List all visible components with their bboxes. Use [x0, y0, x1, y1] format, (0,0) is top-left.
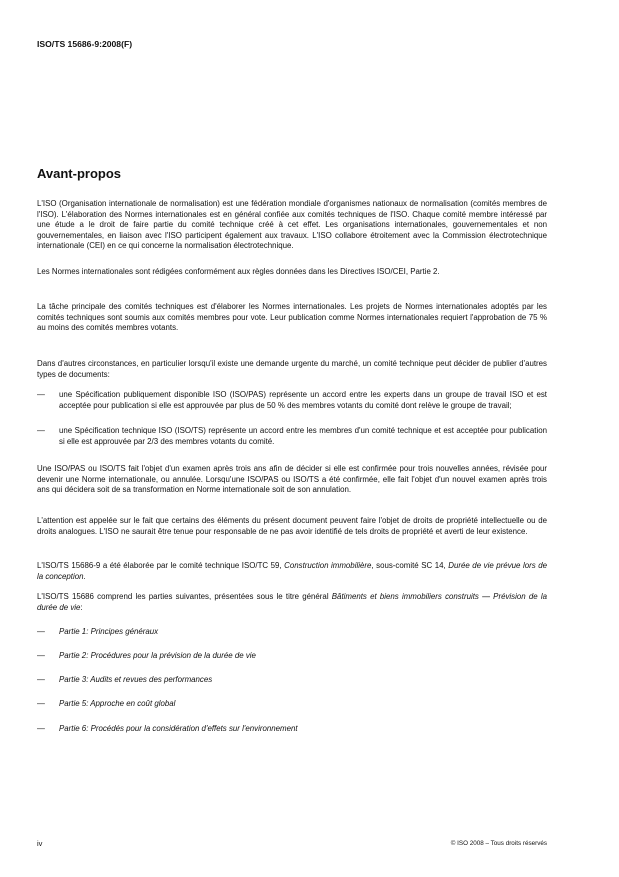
- dash-bullet: —: [37, 699, 45, 708]
- dash-bullet: —: [37, 675, 45, 684]
- part-item: [37, 627, 158, 636]
- text: .: [83, 571, 86, 581]
- text: Durée de vie prévue lors de la conception: [37, 561, 548, 581]
- part-item: [37, 651, 256, 660]
- text: Construction immobilière: [284, 561, 372, 570]
- part-label: Partie 2: Procédures pour la prévision de la durée de vie: [59, 651, 256, 660]
- part-item: [37, 724, 298, 733]
- paragraph: L'ISO (Organisation internationale de normalisation) est une fédération mondiale d'organismes nationaux de normalisation (comités membres de l'ISO). L'élaboration des Normes internationales est en général confiée aux comités techniques de l'ISO. Chaque comité membre intéressé par une étude a le droit de faire partie du comité technique créé à cet effet. Les organisations internationales, gouvernementales et non gouvernementales, en liaison avec l'ISO participent également aux travaux. L'ISO collabore étroitement avec la Commission électrotechnique internationale (CEI) en ce qui concerne la normalisation électrotechnique.: [37, 199, 547, 251]
- dash-bullet: —: [37, 627, 45, 636]
- list-item-text: une Spécification technique ISO (ISO/TS) représente un accord entre les membres d'un comité technique et est acceptée pour publication si elle est approuvée par 2/3 des membres votants du comité.: [59, 426, 547, 446]
- text: Bâtiments et biens immobiliers construits — Prévision de la durée de vie: [37, 592, 547, 612]
- copyright: © ISO 2008 – Tous droits réservés: [450, 840, 547, 847]
- paragraph: Les Normes internationales sont rédigées conformément aux règles données dans les Directives ISO/CEI, Partie 2.: [37, 267, 440, 276]
- text: , sous-comité SC 14,: [371, 561, 449, 570]
- part-label: Partie 3: Audits et revues des performances: [59, 675, 213, 684]
- part-label: Partie 1: Principes généraux: [59, 627, 159, 636]
- text: :: [80, 602, 83, 612]
- section-title: Avant-propos: [37, 166, 122, 181]
- paragraph: L'attention est appelée sur le fait que certains des éléments du présent document peuvent faire l'objet de droits de propriété intellectuelle ou de droits analogues. L'ISO ne saurait être tenue pour responsable de ne pas avoir identifié de tels droits de propriété et averti de leur existence.: [37, 516, 547, 536]
- paragraph: Dans d'autres circonstances, en particulier lorsqu'il existe une demande urgente du marché, un comité technique peut décider de publier d'autres types de documents:: [37, 359, 547, 379]
- list-item-text: une Spécification publiquement disponible ISO (ISO/PAS) représente un accord entre les experts dans un groupe de travail ISO et est acceptée pour publication si elle est approuvée par plus de 50 % des membres votants du comité dont relève le groupe de travail;: [59, 390, 547, 410]
- paragraph-parts: [37, 592, 547, 613]
- text: L'ISO/TS 15686-9 a été élaborée par le comité technique ISO/TC 59,: [37, 561, 285, 570]
- document-header: ISO/TS 15686-9:2008(F): [37, 39, 133, 49]
- list-item: [37, 390, 547, 411]
- paragraph: La tâche principale des comités techniques est d'élaborer les Normes internationales. Les projets de Normes internationales adoptés par les comités techniques sont soumis aux comités membres pour vote. Leur publication comme Normes internationales requiert l'approbation de 75 % au moins des comités membres votants.: [37, 302, 547, 333]
- dash-bullet: —: [37, 724, 45, 733]
- paragraph: Une ISO/PAS ou ISO/TS fait l'objet d'un examen après trois ans afin de décider si elle est confirmée pour trois nouvelles années, révisée pour devenir une Norme internationale, ou annulée. Lorsqu'une ISO/PAS ou ISO/TS a été confirmée, elle fait l'objet d'un nouvel examen après trois ans qui décidera soit de sa transformation en Norme internationale soit de son annulation.: [37, 464, 547, 495]
- part-item: [37, 699, 175, 708]
- paragraph-committee: [37, 561, 547, 582]
- dash-bullet: —: [37, 651, 45, 660]
- dash-bullet: —: [37, 390, 45, 399]
- list-item: [37, 426, 547, 447]
- page-number: iv: [37, 839, 43, 848]
- dash-bullet: —: [37, 426, 45, 435]
- part-label: Partie 6: Procédés pour la considération d'effets sur l'environnement: [59, 724, 298, 733]
- part-item: [37, 675, 212, 684]
- text: L'ISO/TS 15686 comprend les parties suivantes, présentées sous le titre général: [37, 592, 332, 601]
- part-label: Partie 5: Approche en coût global: [59, 699, 176, 708]
